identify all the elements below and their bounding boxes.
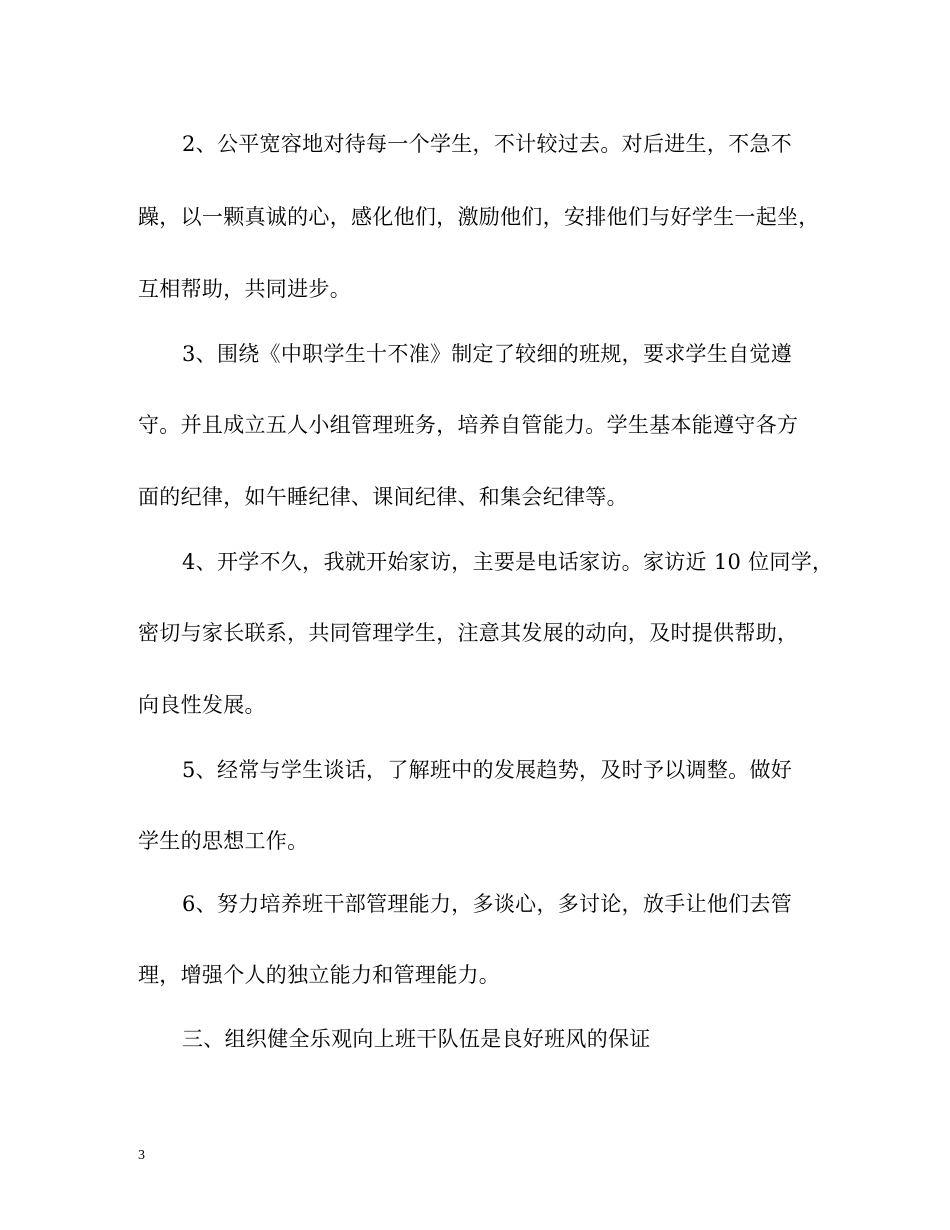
- paragraph-2-line-1: 2、公平宽容地对待每一个学生，不计较过去。对后进生，不急不: [182, 132, 793, 156]
- paragraph-3-line-2: 守。并且成立五人小组管理班务，培养自管能力。学生基本能遵守各方: [138, 413, 799, 437]
- paragraph-6-line-1: 6、努力培养班干部管理能力，多谈心，多讨论，放手让他们去管: [182, 892, 793, 916]
- paragraph-2-line-3: 互相帮助，共同进步。: [138, 277, 351, 301]
- section-heading-3: 三、组织健全乐观向上班干队伍是良好班风的保证: [182, 1027, 651, 1051]
- paragraph-3-line-3: 面的纪律，如午睡纪律、课间纪律、和集会纪律等。: [138, 485, 628, 509]
- paragraph-5-line-2: 学生的思想工作。: [138, 829, 309, 853]
- paragraph-4-line-3: 向良性发展。: [138, 693, 266, 717]
- paragraph-4-line-2: 密切与家长联系，共同管理学生，注意其发展的动向，及时提供帮助，: [138, 621, 799, 645]
- page-number: 3: [138, 1148, 145, 1163]
- paragraph-6-line-2: 理，增强个人的独立能力和管理能力。: [138, 963, 501, 987]
- paragraph-4-line-1: 4、开学不久，我就开始家访，主要是电话家访。家访近 10 位同学，: [182, 550, 834, 574]
- paragraph-2-line-2: 躁，以一颗真诚的心，感化他们，激励他们，安排他们与好学生一起坐，: [138, 205, 820, 229]
- paragraph-3-line-1: 3、围绕《中职学生十不准》制定了较细的班规，要求学生自觉遵: [182, 342, 793, 366]
- paragraph-5-line-1: 5、经常与学生谈话，了解班中的发展趋势，及时予以调整。做好: [182, 758, 793, 782]
